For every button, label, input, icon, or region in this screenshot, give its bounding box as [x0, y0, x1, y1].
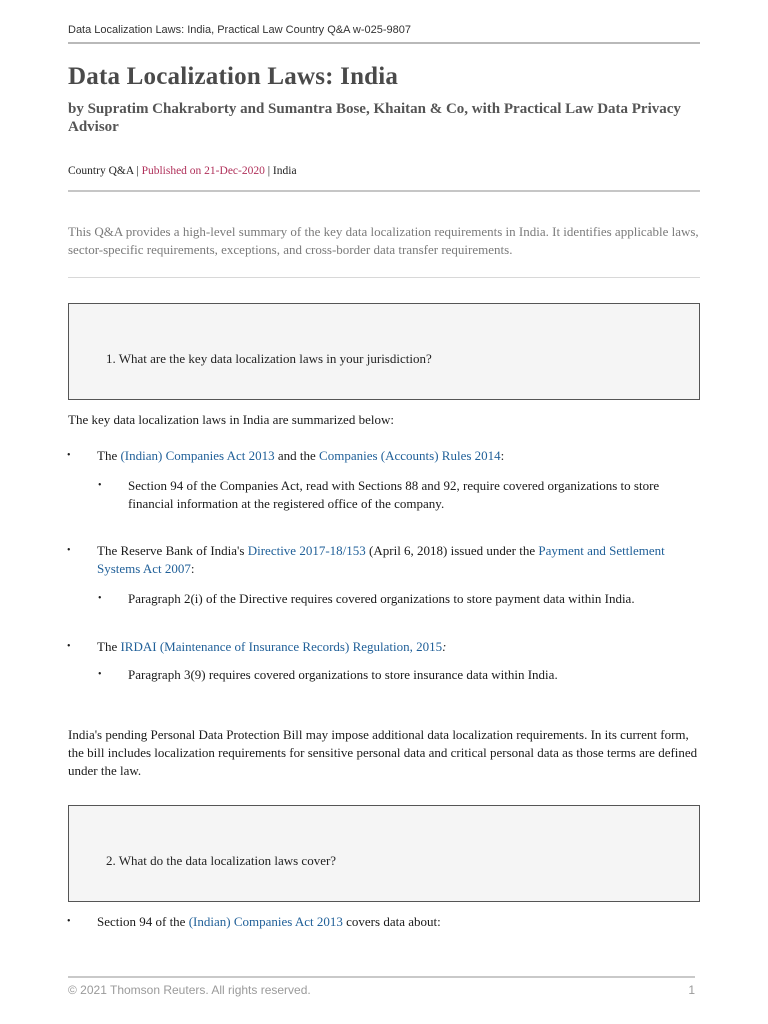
- bullet-glyph: •: [98, 480, 102, 491]
- jurisdiction-label: India: [272, 165, 297, 177]
- bullet-glyph: •: [98, 669, 102, 680]
- question-1-text: 1. What are the key data localization laws in your jurisdiction?: [106, 351, 432, 366]
- doc-type-label: Country Q&A: [68, 165, 134, 177]
- document-meta: [68, 165, 700, 192]
- running-header: Data Localization Laws: India, Practical Law Country Q&A w-025-9807: [68, 24, 700, 44]
- companies-act-link[interactable]: (Indian) Companies Act 2013: [120, 448, 275, 463]
- page-footer: [68, 976, 695, 997]
- published-date: Published on 21-Dec-2020: [141, 165, 265, 177]
- bullet-glyph: •: [67, 641, 71, 652]
- meta-separator: |: [267, 165, 271, 177]
- list-item: • The (Indian) Companies Act 2013 and the Companies (Accounts) Rules 2014:: [67, 448, 505, 463]
- list-item: • Section 94 of the (Indian) Companies Act 2013 covers data about:: [67, 914, 441, 929]
- companies-act-link[interactable]: (Indian) Companies Act 2013: [188, 914, 343, 929]
- question-box-2: [68, 805, 700, 902]
- copyright-text: © 2021 Thomson Reuters. All rights reserved.: [68, 983, 311, 997]
- irdai-regulation-link[interactable]: IRDAI (Maintenance of Insurance Records) Regulation, 2015: [120, 639, 443, 654]
- list-item: • Section 94 of the Companies Act, read with Sections 88 and 92, require covered organizations to store financial information at the registered office of the company.: [98, 478, 660, 511]
- payment-settlement-act-link[interactable]: Payment and Settlement Systems Act 2007: [97, 543, 665, 576]
- meta-separator: |: [136, 165, 139, 177]
- closing-paragraph: India's pending Personal Data Protection Bill may impose additional data localization requirements. In its current form, the bill includes localization requirements for sensitive personal data and critical personal data as those terms are defined under the law.: [68, 727, 698, 778]
- rbi-directive-link[interactable]: Directive 2017-18/153: [247, 543, 366, 558]
- answer-intro: The key data localization laws in India are summarized below:: [68, 412, 394, 427]
- bullet-glyph: •: [98, 593, 102, 604]
- list-item: • Paragraph 3(9) requires covered organizations to store insurance data within India.: [98, 667, 558, 682]
- document-summary: This Q&A provides a high-level summary of the key data localization requirements in India. It identifies applicable laws, sector-specific requirements, exceptions, and cross-border data transfer requirements.: [68, 223, 700, 278]
- companies-accounts-rules-link[interactable]: Companies (Accounts) Rules 2014: [319, 448, 501, 463]
- question-box-1: [68, 303, 700, 400]
- document-title: Data Localization Laws: India: [68, 63, 399, 90]
- author-byline: by Supratim Chakraborty and Sumantra Bose, Khaitan & Co, with Practical Law Data Privacy Advisor: [68, 101, 681, 135]
- bullet-glyph: •: [67, 450, 71, 461]
- list-item: • The Reserve Bank of India's Directive 2017-18/153 (April 6, 2018) issued under the Payment and Settlement Systems Act 2007:: [67, 543, 665, 576]
- page-number: 1: [688, 983, 695, 997]
- list-item: • The IRDAI (Maintenance of Insurance Records) Regulation, 2015:: [67, 639, 447, 654]
- list-item: • Paragraph 2(i) of the Directive requires covered organizations to store payment data within India.: [98, 591, 635, 606]
- question-2-text: 2. What do the data localization laws cover?: [106, 853, 337, 868]
- bullet-glyph: •: [67, 916, 71, 927]
- bullet-glyph: •: [67, 545, 71, 556]
